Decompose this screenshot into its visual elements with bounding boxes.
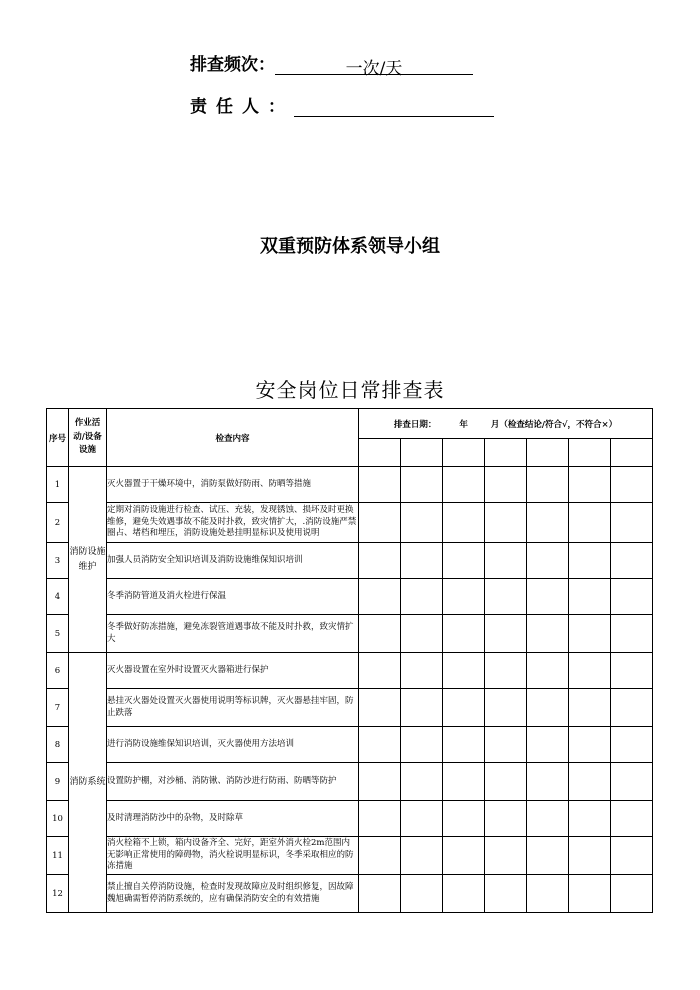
check-cell[interactable] xyxy=(569,801,611,837)
check-cell[interactable] xyxy=(359,653,401,689)
row-number: 10 xyxy=(47,801,69,837)
check-cell[interactable] xyxy=(611,689,653,727)
table-row xyxy=(47,467,653,503)
check-cell[interactable] xyxy=(527,801,569,837)
check-cell[interactable] xyxy=(401,615,443,653)
check-cell[interactable] xyxy=(359,543,401,579)
check-cell[interactable] xyxy=(443,439,485,467)
table-row xyxy=(47,727,653,763)
check-cell[interactable] xyxy=(611,439,653,467)
check-cell[interactable] xyxy=(443,689,485,727)
check-cell[interactable] xyxy=(401,653,443,689)
check-cell[interactable] xyxy=(569,727,611,763)
row-number: 4 xyxy=(47,579,69,615)
check-content: 加强人员消防安全知识培训及消防设施维保知识培训 xyxy=(107,543,359,579)
responsible-label: 责任人： xyxy=(190,97,294,117)
check-cell[interactable] xyxy=(485,467,527,503)
check-cell[interactable] xyxy=(401,579,443,615)
check-cell[interactable] xyxy=(359,579,401,615)
check-cell[interactable] xyxy=(569,875,611,913)
check-cell[interactable] xyxy=(527,689,569,727)
check-cell[interactable] xyxy=(401,689,443,727)
check-cell[interactable] xyxy=(485,875,527,913)
row-number: 12 xyxy=(47,875,69,913)
check-cell[interactable] xyxy=(401,875,443,913)
check-cell[interactable] xyxy=(485,543,527,579)
check-cell[interactable] xyxy=(443,467,485,503)
check-cell[interactable] xyxy=(611,467,653,503)
check-cell[interactable] xyxy=(401,503,443,543)
check-cell[interactable] xyxy=(611,763,653,801)
check-content: 设置防护棚，对沙桶、消防锹、消防沙进行防雨、防晒等防护 xyxy=(107,763,359,801)
check-content: 及时清理消防沙中的杂物，及时除草 xyxy=(107,801,359,837)
check-cell[interactable] xyxy=(527,653,569,689)
check-content: 灭火器置于干燥环境中，消防泵做好防雨、防晒等措施 xyxy=(107,467,359,503)
check-cell[interactable] xyxy=(443,503,485,543)
responsible-value[interactable] xyxy=(294,96,494,117)
check-cell[interactable] xyxy=(527,543,569,579)
check-cell[interactable] xyxy=(485,763,527,801)
check-cell[interactable] xyxy=(401,763,443,801)
check-cell[interactable] xyxy=(569,439,611,467)
check-cell[interactable] xyxy=(611,837,653,875)
check-cell[interactable] xyxy=(485,837,527,875)
check-cell[interactable] xyxy=(485,727,527,763)
check-cell[interactable] xyxy=(569,579,611,615)
check-cell[interactable] xyxy=(401,837,443,875)
check-cell[interactable] xyxy=(443,875,485,913)
check-cell[interactable] xyxy=(359,763,401,801)
frequency-line xyxy=(190,50,473,79)
col-activity-header: 作业活动/设备设施 xyxy=(69,409,107,467)
check-cell[interactable] xyxy=(485,689,527,727)
table-row xyxy=(47,801,653,837)
row-number: 1 xyxy=(47,467,69,503)
check-cell[interactable] xyxy=(611,727,653,763)
check-cell[interactable] xyxy=(401,801,443,837)
row-number: 11 xyxy=(47,837,69,875)
inspection-table xyxy=(46,408,653,913)
responsible-line xyxy=(190,92,494,117)
check-content: 灭火器设置在室外时设置灭火器箱进行保护 xyxy=(107,653,359,689)
row-number: 8 xyxy=(47,727,69,763)
check-cell[interactable] xyxy=(359,503,401,543)
check-cell[interactable] xyxy=(527,439,569,467)
check-cell[interactable] xyxy=(359,689,401,727)
date-header xyxy=(359,409,653,439)
check-cell[interactable] xyxy=(443,763,485,801)
check-cell[interactable] xyxy=(611,653,653,689)
table-row xyxy=(47,615,653,653)
row-number: 6 xyxy=(47,653,69,689)
check-cell[interactable] xyxy=(443,579,485,615)
check-cell[interactable] xyxy=(359,727,401,763)
check-cell[interactable] xyxy=(569,543,611,579)
check-content: 禁止擅自关停消防设施，检查时发现故障应及时组织修复，因故障魏旭确需暂停消防系统的，应有确保消防安全的有效措施 xyxy=(107,875,359,913)
month-label: 月（检查结论/符合√，不符合×） xyxy=(490,419,618,430)
check-cell[interactable] xyxy=(611,579,653,615)
check-cell[interactable] xyxy=(611,503,653,543)
check-cell[interactable] xyxy=(569,653,611,689)
check-cell[interactable] xyxy=(611,615,653,653)
check-cell[interactable] xyxy=(359,875,401,913)
table-title: 安全岗位日常排查表 xyxy=(255,378,445,402)
check-cell[interactable] xyxy=(527,579,569,615)
check-cell[interactable] xyxy=(485,439,527,467)
check-cell[interactable] xyxy=(569,689,611,727)
check-cell[interactable] xyxy=(611,801,653,837)
table-row xyxy=(47,543,653,579)
check-cell[interactable] xyxy=(401,727,443,763)
col-no-header: 序号 xyxy=(47,409,69,467)
check-cell[interactable] xyxy=(443,727,485,763)
col-content-header: 检查内容 xyxy=(107,409,359,467)
table-row xyxy=(47,763,653,801)
check-cell[interactable] xyxy=(527,727,569,763)
frequency-label: 排查频次： xyxy=(190,55,275,75)
row-number: 3 xyxy=(47,543,69,579)
check-cell[interactable] xyxy=(443,543,485,579)
check-content: 冬季消防管道及消火栓进行保温 xyxy=(107,579,359,615)
header-row-1 xyxy=(47,409,653,439)
check-cell[interactable] xyxy=(359,801,401,837)
check-cell[interactable] xyxy=(359,467,401,503)
row-number: 9 xyxy=(47,763,69,801)
year-label: 年 xyxy=(459,419,468,430)
check-cell[interactable] xyxy=(527,837,569,875)
check-content: 消火栓箱不上锁，箱内设备齐全、完好，距室外消火栓2m范围内无影响正常使用的障碍物，消火栓说明显标识，冬季采取相应的防冻措施 xyxy=(107,837,359,875)
check-cell[interactable] xyxy=(485,653,527,689)
table-row xyxy=(47,579,653,615)
check-cell[interactable] xyxy=(569,467,611,503)
frequency-value[interactable]: 一次/天 xyxy=(275,54,473,75)
check-cell[interactable] xyxy=(611,543,653,579)
check-cell[interactable] xyxy=(443,615,485,653)
group-title: 双重预防体系领导小组 xyxy=(260,236,440,257)
check-cell[interactable] xyxy=(485,503,527,543)
check-cell[interactable] xyxy=(569,763,611,801)
table-row xyxy=(47,875,653,913)
row-number: 2 xyxy=(47,503,69,543)
check-cell[interactable] xyxy=(359,837,401,875)
table-row xyxy=(47,689,653,727)
table-row xyxy=(47,837,653,875)
check-cell[interactable] xyxy=(485,615,527,653)
activity-cell: 消防系统 xyxy=(69,653,107,913)
check-cell[interactable] xyxy=(611,875,653,913)
check-cell[interactable] xyxy=(527,875,569,913)
check-cell[interactable] xyxy=(401,439,443,467)
activity-cell: 消防设施维护 xyxy=(69,467,107,653)
check-cell[interactable] xyxy=(527,615,569,653)
check-content: 进行消防设施维保知识培训，灭火器使用方法培训 xyxy=(107,727,359,763)
check-cell[interactable] xyxy=(569,837,611,875)
row-number: 5 xyxy=(47,615,69,653)
check-cell[interactable] xyxy=(359,439,401,467)
check-cell[interactable] xyxy=(569,615,611,653)
check-cell[interactable] xyxy=(527,503,569,543)
check-cell[interactable] xyxy=(401,543,443,579)
table-row xyxy=(47,503,653,543)
check-content: 定期对消防设施进行检查、试压、充装，发现锈蚀、损坏及时更换维修，避免失效遇事故不能及时扑救，致灾情扩大，.消防设施严禁圈占、堵档和埋压，消防设施处悬挂明显标识及使用说明 xyxy=(107,503,359,543)
check-cell[interactable] xyxy=(527,763,569,801)
check-cell[interactable] xyxy=(443,801,485,837)
check-cell[interactable] xyxy=(485,579,527,615)
check-content: 冬季做好防冻措施，避免冻裂管道遇事故不能及时扑救，致灾情扩大 xyxy=(107,615,359,653)
check-cell[interactable] xyxy=(443,653,485,689)
check-content: 悬挂灭火器处设置灭火器使用说明等标识牌，灭火器悬挂牢固，防止跌落 xyxy=(107,689,359,727)
check-cell[interactable] xyxy=(485,801,527,837)
check-cell[interactable] xyxy=(359,615,401,653)
date-label: 排查日期： xyxy=(393,419,437,430)
table-row xyxy=(47,653,653,689)
row-number: 7 xyxy=(47,689,69,727)
check-cell[interactable] xyxy=(527,467,569,503)
check-cell[interactable] xyxy=(443,837,485,875)
check-cell[interactable] xyxy=(569,503,611,543)
check-cell[interactable] xyxy=(401,467,443,503)
